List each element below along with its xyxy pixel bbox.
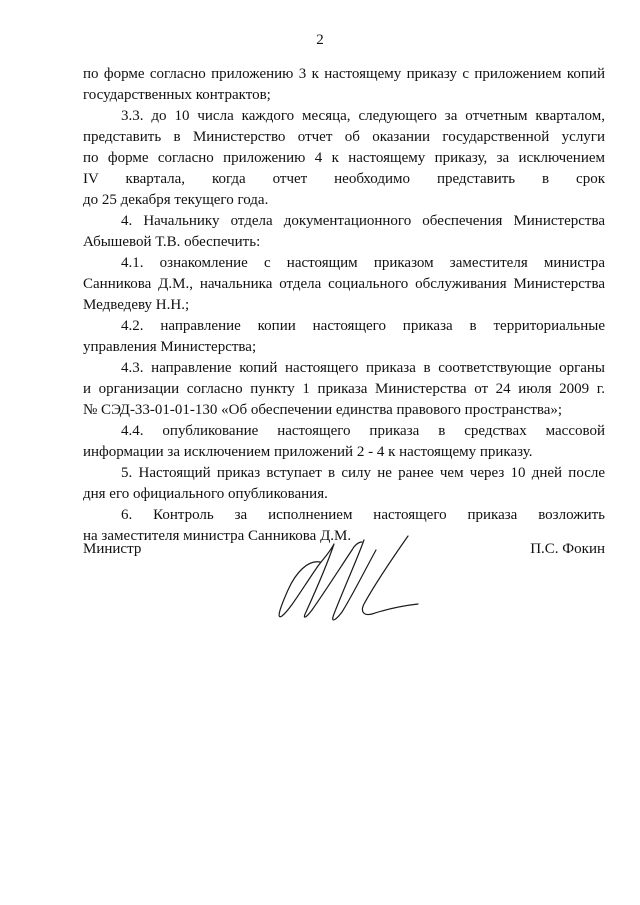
text-line: дня его официального опубликования. [83,486,328,502]
text-line: представить в Министерство отчет об оказании государственной услуги [83,129,605,145]
text-line: Санникова Д.М., начальника отдела социального обслуживания Министерства [83,276,605,292]
text-line: по форме согласно приложению 4 к настоящему приказу, за исключением [83,150,605,166]
signatory-position: Министр [83,541,142,557]
text-line: IV квартала, когда отчет необходимо представить в срок [83,171,605,187]
text-line: и организации согласно пункту 1 приказа Министерства от 24 июля 2009 г. [83,381,605,397]
text-line: № СЭД-33-01-01-130 «Об обеспечении единства правового пространства»; [83,402,563,418]
text-line: государственных контрактов; [83,87,271,103]
paragraph-5 [83,463,605,505]
text-line: 4.3. направление копий настоящего приказа в соответствующие органы [121,360,605,376]
paragraph-4 [83,211,605,253]
text-line: Абышевой Т.В. обеспечить: [83,234,261,250]
text-line: по форме согласно приложению 3 к настоящему приказу с приложением копий [83,66,605,82]
text-line: на заместителя министра Санникова Д.М. [83,528,352,544]
paragraph-3-3 [83,106,605,211]
text-line: 4. Начальнику отдела документационного обеспечения Министерства [121,213,605,229]
paragraph-4-3 [83,358,605,421]
text-line: 6. Контроль за исполнением настоящего приказа возложить [121,507,605,523]
paragraph-continuation [83,64,605,106]
handwritten-signature [268,532,428,632]
text-line: Медведеву Н.Н.; [83,297,190,313]
text-line: 3.3. до 10 числа каждого месяца, следующего за отчетным кварталом, [121,108,605,124]
text-line: управления Министерства; [83,339,257,355]
text-line: 4.2. направление копии настоящего приказа в территориальные [121,318,605,334]
page-number: 2 [316,32,324,48]
paragraph-4-4 [83,421,605,463]
text-line: 5. Настоящий приказ вступает в силу не ранее чем через 10 дней после [121,465,605,481]
paragraph-4-2 [83,316,605,358]
signatory-name: П.С. Фокин [530,541,605,557]
text-line: до 25 декабря текущего года. [83,192,269,208]
document-body [83,64,605,547]
text-line: информации за исключением приложений 2 - 4 к настоящему приказу. [83,444,533,460]
text-line: 4.4. опубликование настоящего приказа в средствах массовой [121,423,605,439]
text-line: 4.1. ознакомление с настоящим приказом заместителя министра [121,255,605,271]
paragraph-4-1 [83,253,605,316]
